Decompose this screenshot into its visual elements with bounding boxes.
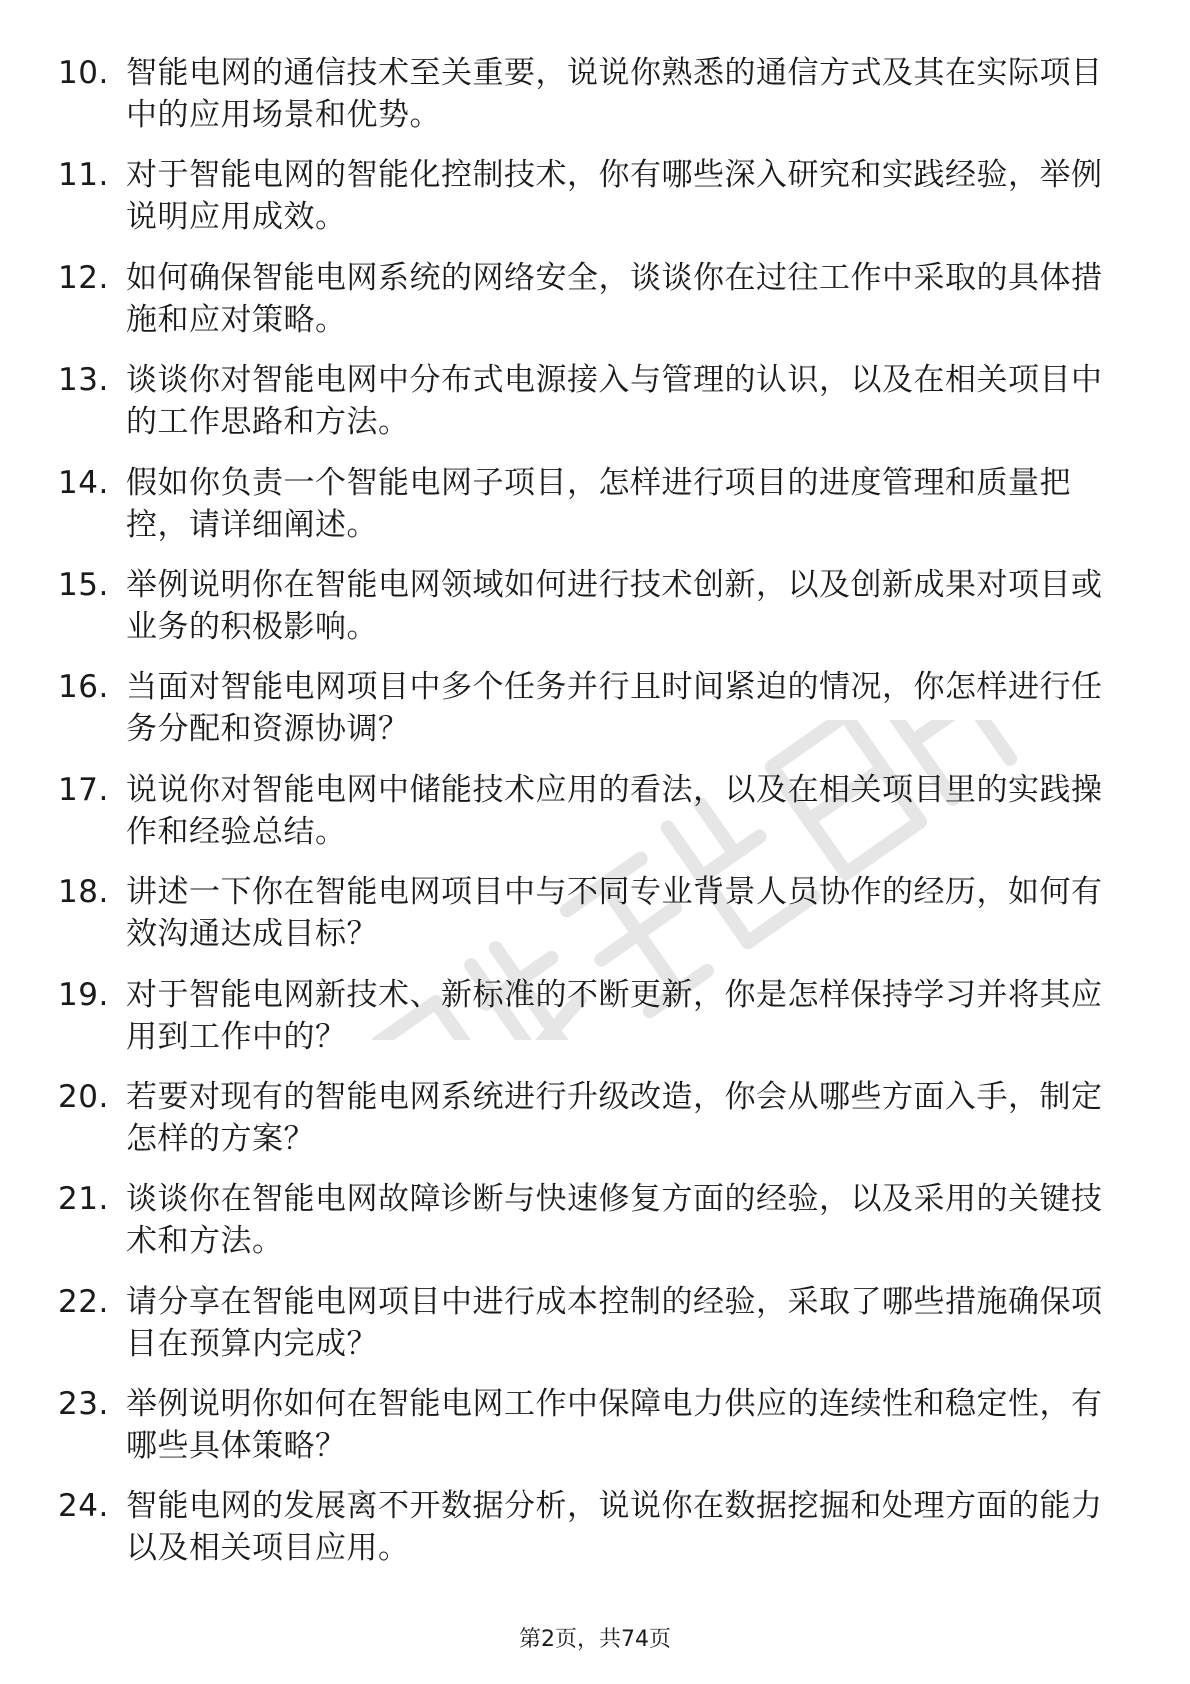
question-item <box>58 52 1118 154</box>
question-item <box>58 462 1118 564</box>
question-text: 对于智能电网的智能化控制技术，你有哪些深入研究和实践经验，举例说明应用成效。 <box>126 157 1103 236</box>
question-text: 谈谈你对智能电网中分布式电源接入与管理的认识，以及在相关项目中的工作思路和方法。 <box>126 362 1103 441</box>
question-text: 当面对智能电网项目中多个任务并行且时间紧迫的情况，你怎样进行任务分配和资源协调？ <box>126 669 1103 748</box>
question-number: 22. <box>58 1283 109 1320</box>
question-number: 14. <box>58 464 109 501</box>
question-number: 20. <box>58 1078 109 1115</box>
question-text: 请分享在智能电网项目中进行成本控制的经验，采取了哪些措施确保项目在预算内完成？ <box>126 1283 1103 1362</box>
question-number: 16. <box>58 669 109 706</box>
question-number: 15. <box>58 566 109 603</box>
question-number: 11. <box>58 157 109 194</box>
question-number: 19. <box>58 976 109 1013</box>
question-item <box>58 1281 1118 1383</box>
question-number: 21. <box>58 1181 109 1218</box>
question-text: 智能电网的发展离不开数据分析，说说你在数据挖掘和处理方面的能力以及相关项目应用。 <box>126 1488 1103 1567</box>
question-text: 举例说明你在智能电网领域如何进行技术创新，以及创新成果对项目或业务的积极影响。 <box>126 566 1103 645</box>
question-text: 谈谈你在智能电网故障诊断与快速修复方面的经验，以及采用的关键技术和方法。 <box>126 1181 1103 1260</box>
question-text: 假如你负责一个智能电网子项目，怎样进行项目的进度管理和质量把控，请详细阐述。 <box>126 464 1071 543</box>
question-item <box>58 564 1118 666</box>
question-number: 23. <box>58 1386 109 1423</box>
question-text: 举例说明你如何在智能电网工作中保障电力供应的连续性和稳定性，有哪些具体策略？ <box>126 1386 1103 1465</box>
question-number: 17. <box>58 771 109 808</box>
question-text: 讲述一下你在智能电网项目中与不同专业背景人员协作的经历，如何有效沟通达成目标？ <box>126 874 1103 953</box>
question-text: 如何确保智能电网系统的网络安全，谈谈你在过往工作中采取的具体措施和应对策略。 <box>126 259 1103 338</box>
question-item <box>58 974 1118 1076</box>
question-item <box>58 666 1118 768</box>
question-item <box>58 1076 1118 1178</box>
question-list <box>58 52 1118 1588</box>
question-item <box>58 1178 1118 1280</box>
question-item <box>58 1383 1118 1485</box>
question-text: 若要对现有的智能电网系统进行升级改造，你会从哪些方面入手，制定怎样的方案？ <box>126 1078 1103 1157</box>
question-item <box>58 1485 1118 1587</box>
question-number: 24. <box>58 1488 109 1525</box>
question-number: 13. <box>58 362 109 399</box>
question-number: 12. <box>58 259 109 296</box>
question-item <box>58 871 1118 973</box>
question-item <box>58 257 1118 359</box>
page-footer: 第2页，共74页 <box>519 1627 671 1652</box>
question-item <box>58 769 1118 871</box>
question-item <box>58 359 1118 461</box>
question-text: 说说你对智能电网中储能技术应用的看法，以及在相关项目里的实践操作和经验总结。 <box>126 771 1103 850</box>
question-text: 对于智能电网新技术、新标准的不断更新，你是怎样保持学习并将其应用到工作中的？ <box>126 976 1103 1055</box>
question-number: 18. <box>58 874 109 911</box>
question-number: 10. <box>58 55 109 91</box>
question-item <box>58 154 1118 256</box>
question-text: 智能电网的通信技术至关重要，说说你熟悉的通信方式及其在实际项目中的应用场景和优势。 <box>126 55 1103 133</box>
